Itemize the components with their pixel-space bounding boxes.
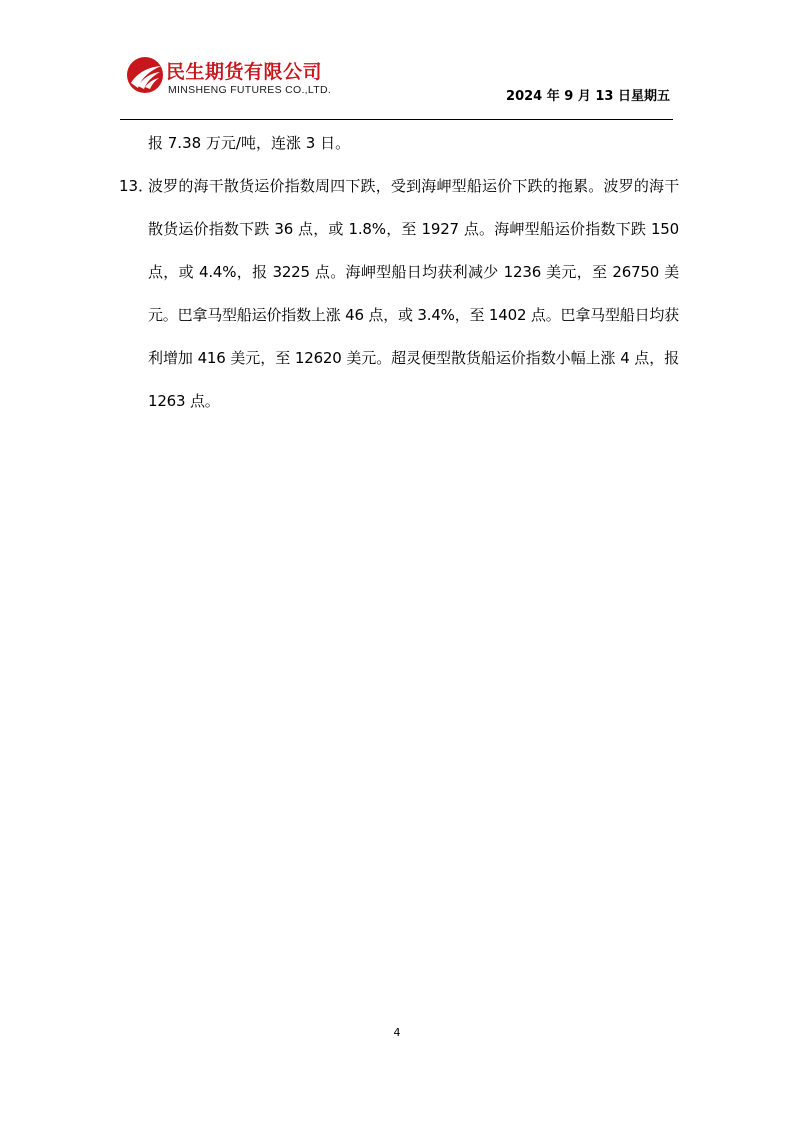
header-divider <box>120 119 673 120</box>
report-date: 2024 年 9 月 13 日星期五 <box>506 89 670 104</box>
minsheng-logo-icon <box>126 56 164 94</box>
continued-paragraph: 报 7.38 万元/吨，连涨 3 日。 <box>148 134 351 152</box>
document-body <box>119 122 679 423</box>
page-number: 4 <box>393 1026 401 1039</box>
list-item-text: 波罗的海干散货运价指数周四下跌，受到海岬型船运价下跌的拖累。波罗的海干散货运价指数下跌 36 点，或 1.8%，至 1927 点。海岬型船运价指数下跌 150 点，或 4.4%，报 3225 点。海岬型船日均获利减少 1236 美元，至 26750 美元。巴拿马型船运价指数上涨 46 点，或 3.4%，至 1402 点。巴拿马型船日均获利增加 416 美元，至 12620 美元。超灵便型散货船运价指数小幅上涨 4 点，报 1263 点。 <box>148 177 679 410</box>
list-item <box>119 165 679 423</box>
company-name-en: MINSHENG FUTURES CO.,LTD. <box>168 84 332 96</box>
company-logo <box>126 54 366 100</box>
company-name-cn: 民生期货有限公司 <box>166 61 323 83</box>
page-header <box>0 0 794 120</box>
list-item-number: 13． <box>119 177 154 195</box>
